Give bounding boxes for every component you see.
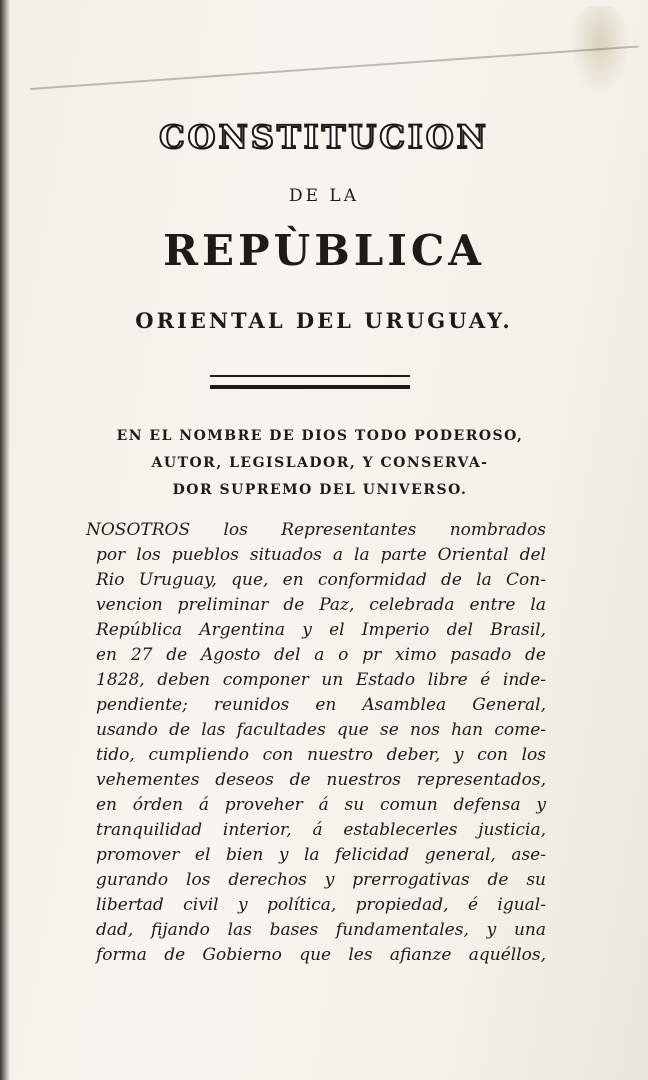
preamble-line: en órden á proveher á su comun defensa y	[96, 795, 546, 815]
preamble-line: promover el bien y la felicidad general, ase-	[96, 845, 546, 865]
preamble-line: vencion preliminar de Paz, celebrada entre la	[96, 595, 546, 615]
preamble-line: 1828, deben componer un Estado libre é inde-	[96, 670, 546, 690]
preamble-line: República Argentina y el Imperio del Brasil,	[96, 620, 546, 640]
preamble-line: libertad civil y política, propiedad, é igual-	[96, 895, 546, 915]
decorative-rule	[210, 375, 410, 389]
invocation-line: EN EL NOMBRE DE DIOS TODO PODEROSO,	[116, 428, 524, 444]
preamble-line: tido, cumpliendo con nuestro deber, y con los	[96, 745, 546, 765]
preamble-line: en 27 de Agosto del a o pr ximo pasado de	[96, 645, 546, 665]
title-oriental-del-uruguay: ORIENTAL DEL URUGUAY.	[135, 308, 513, 333]
paper-fold-line	[30, 45, 639, 90]
preamble-line: NOSOTROS los Representantes nombrados	[86, 520, 546, 540]
document-title: CONSTITUCION	[159, 118, 489, 156]
title-de-la: DE LA	[288, 186, 359, 206]
preamble-line: forma de Gobierno que les afianze aquéllos,	[96, 945, 546, 965]
preamble-line: gurando los derechos y prerrogativas de su	[96, 870, 546, 890]
preamble-line: usando de las facultades que se nos han come-	[96, 720, 546, 740]
invocation-line: AUTOR, LEGISLADOR, Y CONSERVA-	[151, 455, 489, 471]
preamble-line: pendiente; reunidos en Asamblea General,	[96, 695, 546, 715]
page-edge-shadow	[0, 0, 10, 1080]
invocation-line: DOR SUPREMO DEL UNIVERSO.	[172, 482, 468, 498]
preamble-line: por los pueblos situados a la parte Oriental del	[96, 545, 546, 565]
title-republica: REPÙBLICA	[163, 226, 485, 275]
preamble-line: Rio Uruguay, que, en conformidad de la Con-	[96, 570, 546, 590]
preamble-line: tranquilidad interior, á establecerles justicia,	[96, 820, 546, 840]
preamble-line: dad, fijando las bases fundamentales, y una	[96, 920, 546, 940]
preamble-line: vehementes deseos de nuestros representados,	[96, 770, 546, 790]
